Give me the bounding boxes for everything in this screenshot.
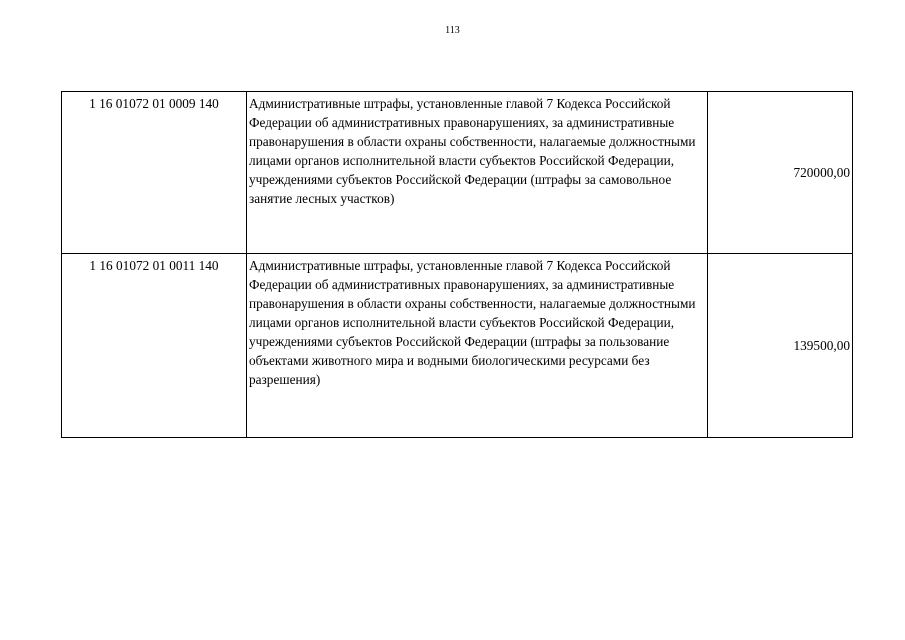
description-cell: Административные штрафы, установленные главой 7 Кодекса Российской Федерации об административных правонарушениях, за административные правонарушения в области охраны собственности, налагаемые должностными лицами органов исполнительной власти субъектов Российской Федерации, учреждениями субъектов Российской Федерации (штрафы за пользование объектами животного мира и водными биологическими ресурсами без разрешения)	[247, 254, 708, 438]
amount-cell: 139500,00	[708, 254, 853, 438]
table-row	[62, 254, 853, 438]
page-number: 113	[445, 25, 460, 36]
description-cell: Административные штрафы, установленные главой 7 Кодекса Российской Федерации об административных правонарушениях, за административные правонарушения в области охраны собственности, налагаемые должностными лицами органов исполнительной власти субъектов Российской Федерации, учреждениями субъектов Российской Федерации (штрафы за самовольное занятие лесных участков)	[247, 92, 708, 254]
table-row	[62, 92, 853, 254]
amount-cell: 720000,00	[708, 92, 853, 254]
budget-table	[61, 91, 853, 438]
budget-code-cell: 1 16 01072 01 0009 140	[62, 92, 247, 254]
budget-code-cell: 1 16 01072 01 0011 140	[62, 254, 247, 438]
